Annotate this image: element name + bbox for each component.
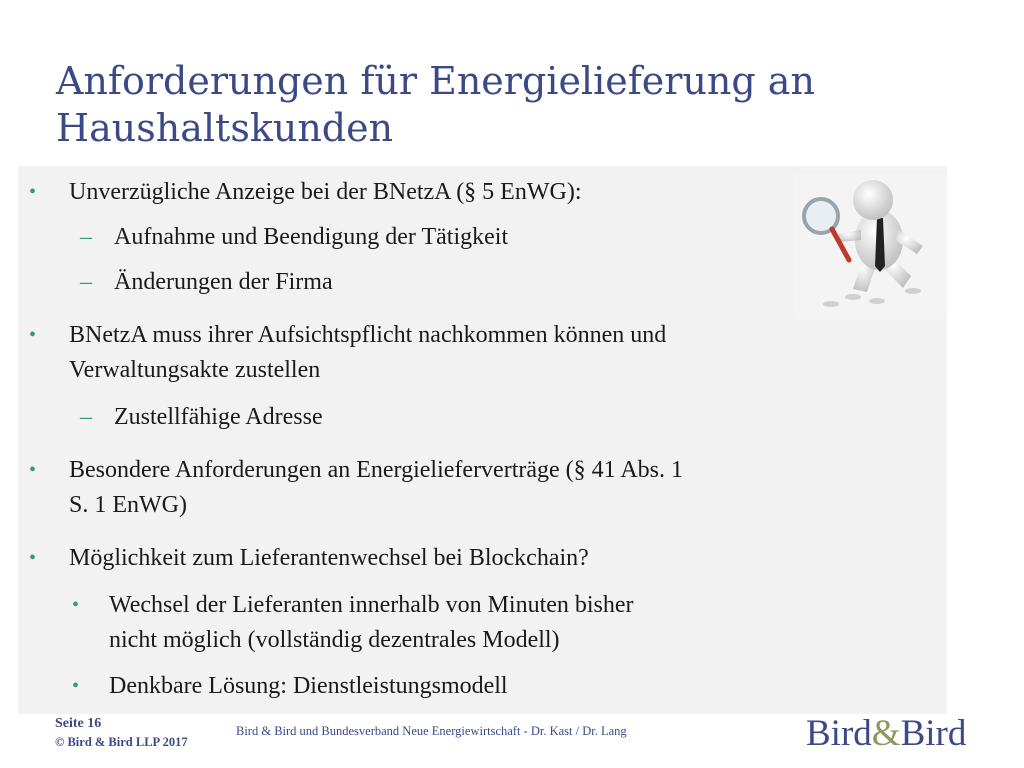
list-item-text: Unverzügliche Anzeige bei der BNetzA (§ 5 EnWG): [69, 179, 582, 205]
list-item-text: Änderungen der Firma [114, 269, 333, 295]
bullet-marker: • [29, 547, 37, 569]
list-item-text-line-1: Besondere Anforderungen an Energielieferverträge (§ 41 Abs. 1 [69, 457, 684, 483]
copyright: © Bird & Bird LLP 2017 [55, 735, 188, 749]
list-item [80, 400, 323, 435]
list-item-text: Zustellfähige Adresse [114, 404, 323, 430]
list-item-text-line-2: Verwaltungsakte zustellen [69, 357, 321, 383]
logo-text-left: Bird [806, 713, 872, 754]
bullet-marker: • [72, 675, 80, 697]
list-item-text-line-1: Wechsel der Lieferanten innerhalb von Minuten bisher [109, 592, 634, 618]
dash-marker: – [80, 224, 92, 250]
list-item-text: Möglichkeit zum Lieferantenwechsel bei Blockchain? [69, 545, 589, 571]
logo-text-right: Bird [900, 713, 967, 754]
page-number: Seite 16 [55, 716, 102, 731]
list-item [80, 220, 508, 255]
list-item [80, 265, 333, 300]
dash-marker: – [80, 404, 92, 430]
list-item-text-line-2: nicht möglich (vollständig dezentrales Modell) [109, 627, 560, 653]
dash-marker: – [80, 269, 92, 295]
list-item-text: Aufnahme und Beendigung der Tätigkeit [114, 224, 509, 250]
bullet-marker: • [29, 459, 37, 481]
title-line-2: Haushaltskunden [56, 106, 394, 150]
list-item-text-line-2: S. 1 EnWG) [69, 492, 187, 518]
bullet-marker: • [72, 594, 80, 616]
list-item-text: Denkbare Lösung: Dienstleistungsmodell [109, 673, 508, 699]
logo-ampersand: & [871, 713, 901, 754]
slide-title [56, 58, 956, 152]
magnifying-glass-figure-icon [795, 174, 947, 319]
list-item [29, 541, 589, 576]
list-item [29, 453, 683, 523]
footer-text: Bird & Bird und Bundesverband Neue Energiewirtschaft - Dr. Kast / Dr. Lang [236, 724, 627, 738]
company-logo [806, 712, 966, 755]
list-item [72, 669, 508, 704]
list-item-text-line-1: BNetzA muss ihrer Aufsichtspflicht nachkommen können und [69, 322, 667, 348]
list-item [72, 588, 634, 658]
title-line-1: Anforderungen für Energielieferung an [56, 59, 815, 103]
bullet-marker: • [29, 181, 37, 203]
list-item [29, 318, 666, 388]
list-item [29, 175, 581, 210]
bullet-marker: • [29, 324, 37, 346]
